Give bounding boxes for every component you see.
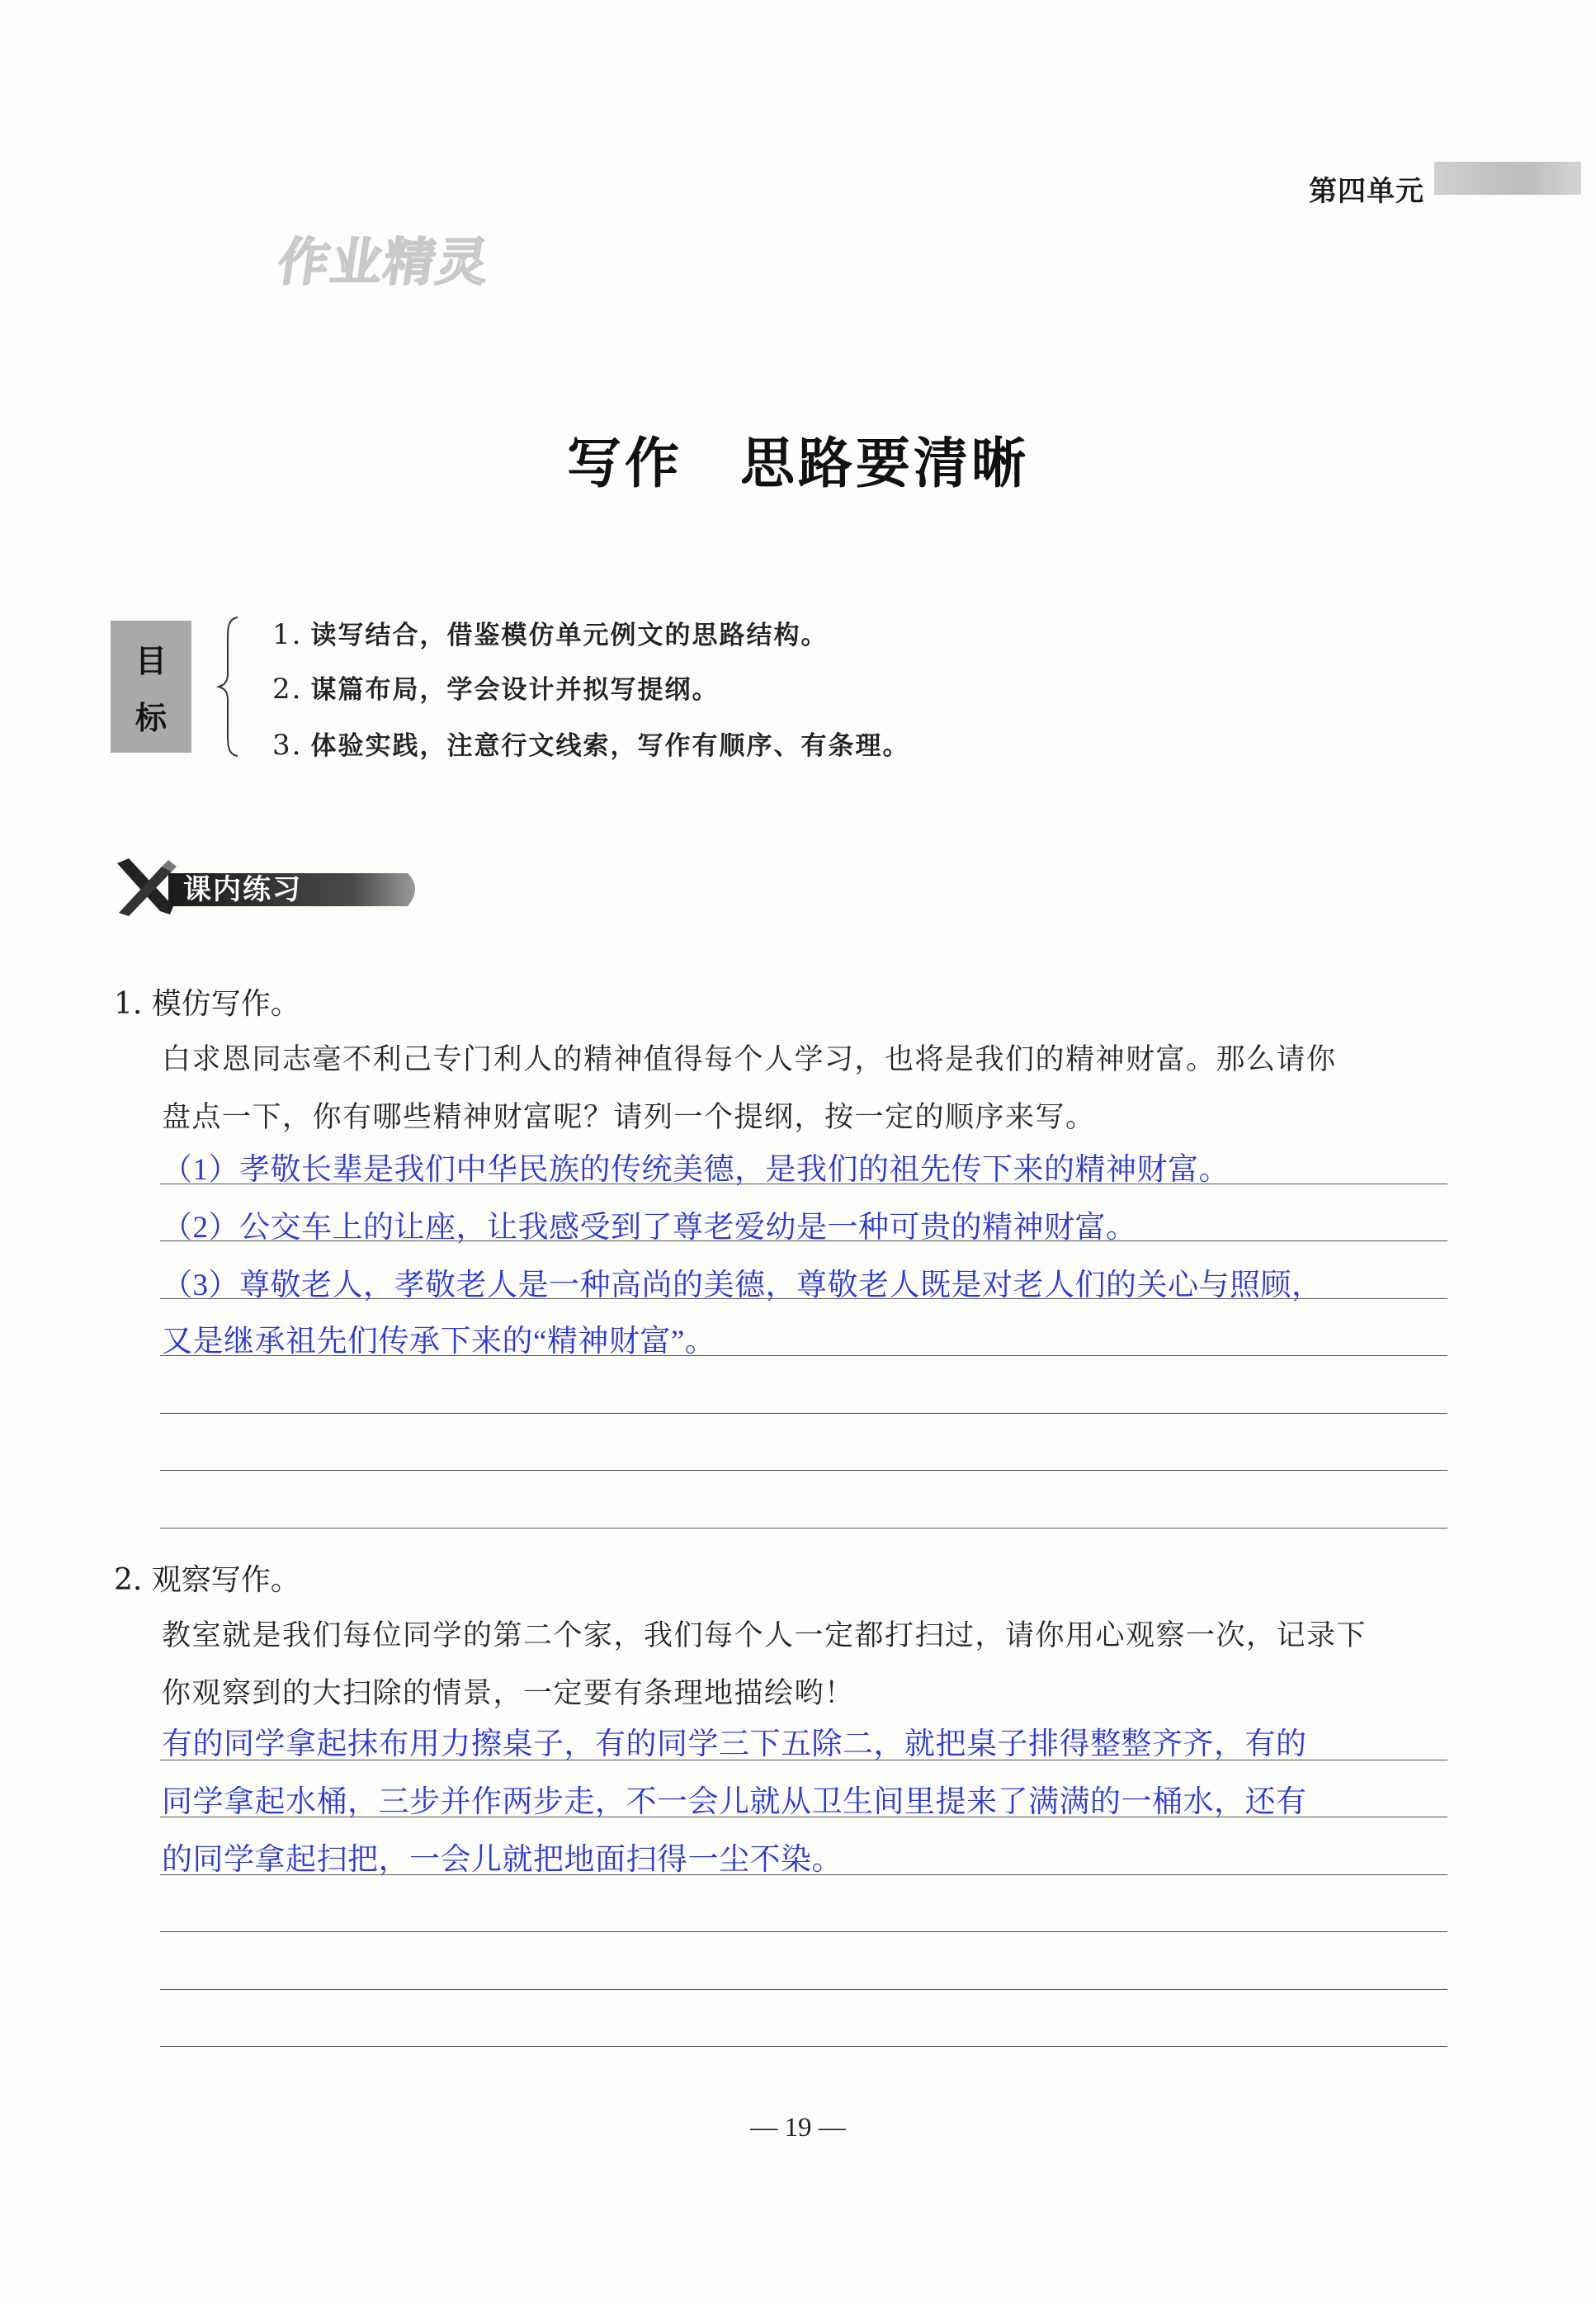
goal-item: [272, 669, 719, 706]
writing-line: [160, 2046, 1447, 2047]
answer-line: 有的同学拿起抹布用力擦桌子，有的同学三下五除二，就把桌子排得整整齐齐，有的: [162, 1727, 1307, 1761]
answer-line: （1）孝敬长辈是我们中华民族的传统美德，是我们的祖先传下来的精神财富。: [162, 1153, 1230, 1187]
section-label: 课内练习: [183, 873, 302, 906]
goal-text: 读写结合，借鉴模仿单元例文的思路结构。: [310, 621, 829, 650]
answer-line: （3）尊敬老人，孝敬老人是一种高尚的美德，尊敬老人既是对老人们的关心与照顾，: [162, 1269, 1323, 1302]
goal-number: 1.: [272, 618, 303, 651]
writing-line: [160, 1470, 1447, 1471]
question-prompt: 你观察到的大扫除的情景，一定要有条理地描绘哟！: [162, 1677, 855, 1710]
answer-line: 同学拿起水桶，三步并作两步走，不一会儿就从卫生间里提来了满满的一桶水，还有: [162, 1785, 1307, 1819]
goal-text: 谋篇布局，学会设计并拟写提纲。: [310, 675, 720, 705]
brace-icon: [216, 616, 241, 758]
goal-number: 3.: [272, 729, 303, 762]
goal-text: 体验实践，注意行文线索，写作有顺序、有条理。: [310, 731, 910, 761]
writing-line: [160, 1413, 1447, 1414]
goal-item: [272, 725, 909, 762]
writing-line: [160, 1931, 1447, 1932]
watermark: 作业精灵: [274, 232, 494, 292]
page-title: 写作 思路要清晰: [567, 431, 1029, 495]
writing-line: [160, 1298, 1447, 1299]
writing-line: [160, 1989, 1447, 1990]
goal-item: [272, 614, 828, 651]
writing-line: [160, 1240, 1447, 1241]
writing-line: [160, 1355, 1447, 1356]
answer-line: 的同学拿起扫把，一会儿就把地面扫得一尘不染。: [162, 1843, 843, 1877]
writing-line: [160, 1528, 1447, 1529]
goal-number: 2.: [272, 673, 303, 706]
question-prompt: 白求恩同志毫不利己专门利人的精神值得每个人学习，也将是我们的精神财富。那么请你: [162, 1043, 1337, 1076]
unit-label: 第四单元: [1309, 175, 1424, 208]
goals-badge: [111, 621, 191, 753]
question-title: 2. 观察写作。: [114, 1563, 300, 1597]
question-prompt: 盘点一下，你有哪些精神财富呢？请列一个提纲，按一定的顺序来写。: [162, 1101, 1096, 1134]
goals-badge-char: 目: [135, 643, 167, 679]
question-prompt: 教室就是我们每位同学的第二个家，我们每个人一定都打扫过，请你用心观察一次，记录下: [162, 1619, 1367, 1652]
writing-line: [160, 1874, 1447, 1875]
answer-line: （2）公交车上的让座，让我感受到了尊老爱幼是一种可贵的精神财富。: [162, 1211, 1137, 1245]
answer-line: 又是继承祖先们传承下来的“精神财富”。: [162, 1325, 716, 1359]
question-title: 1. 模仿写作。: [114, 987, 300, 1021]
unit-bar: [1434, 162, 1581, 195]
goals-badge-char: 标: [135, 700, 167, 736]
page-number: — 19 —: [750, 2113, 846, 2143]
